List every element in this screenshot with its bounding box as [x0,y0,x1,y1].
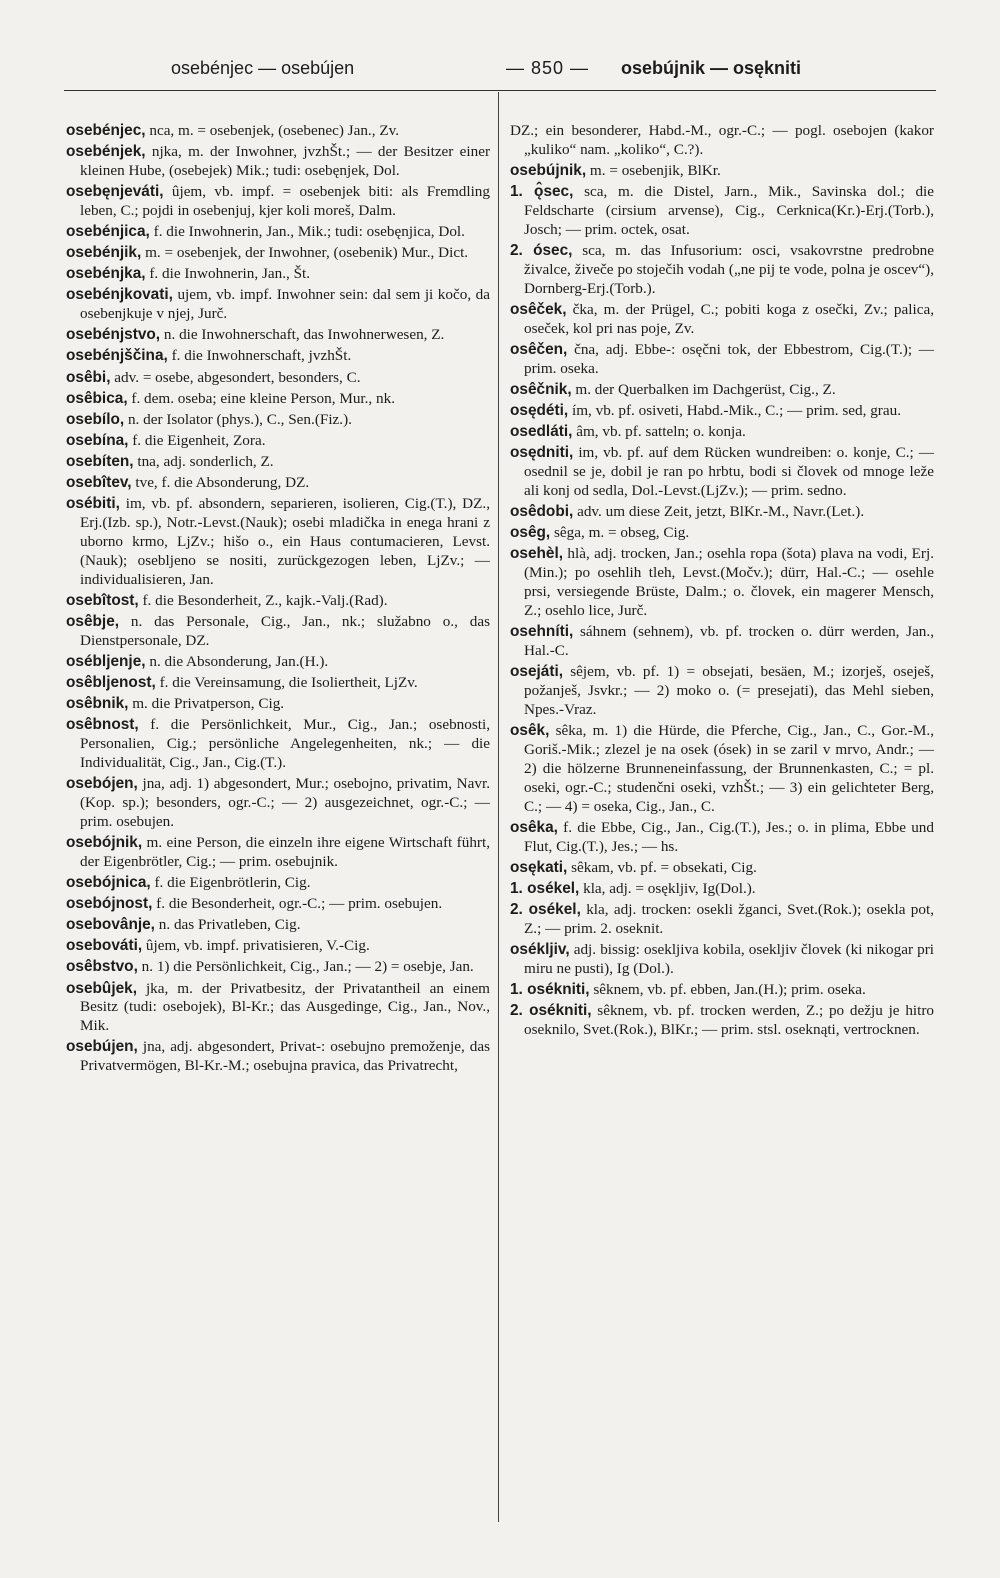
entry-definition: sêknem, vb. pf. trocken werden, Z.; po dežju je hitro oseknilo, Svet.(Rok.), BlKr.; — prim. stsl. oseknąti, vertrocknen. [524,1002,934,1038]
entry-definition: adv. um diese Zeit, jetzt, BlKr.-M., Navr.(Let.). [573,503,865,521]
dictionary-entry [510,819,934,857]
dictionary-entry [510,183,934,240]
dictionary-entry [510,381,934,400]
dictionary-entry [510,901,934,939]
entry-definition: f. die Vereinsamung, die Isoliertheit, LjZv. [155,674,418,692]
dictionary-entry [66,613,490,651]
entry-definition: jna, adj. 1) abgesondert, Mur.; osebojno, privatim, Navr.(Kop. sp.); besonders, ogr.-C.; — 2) ausgezeichnet, ogr.-C.; — prim. osebujen. [80,775,490,830]
entry-definition: adj. bissig: osekljiva kobila, osekljiv človek (ki nikogar pri miru ne pusti), Ig (Dol.). [524,940,934,977]
entry-definition: sêknem, vb. pf. ebben, Jan.(H.); prim. oseka. [589,980,866,998]
running-header [66,52,934,88]
dictionary-entry [66,223,490,242]
dictionary-entry [510,1002,934,1040]
entry-definition: n. 1) die Persönlichkeit, Cig., Jan.; — 2) = osebje, Jan. [137,958,474,976]
dictionary-entry [510,503,934,522]
entry-headword: osehèl, [510,545,564,563]
entry-headword: osebénjica, [66,223,150,241]
entry-definition: sca, m. das Infusorium: osci, vsakovrstne predrobne živalce, živeče po stoječih vodah („ne pij te vode, polna je oscev“), Dornberg-Erj.(Torb.). [524,242,934,297]
entry-definition: f. die Inwohnerschaft, jvzhŠt. [167,347,352,365]
entry-headword: osêček, [510,300,567,318]
entry-headword: 1. ǫ̂sec, [510,183,574,201]
dictionary-entry [510,524,934,543]
right-column [510,122,934,1042]
dictionary-entry [66,411,490,430]
left-column [66,122,490,1078]
dictionary-entry [66,122,490,141]
entry-headword: osêka, [510,818,558,836]
entry-headword: osêbnost, [66,716,139,734]
dictionary-entry [510,423,934,442]
entry-headword: osébiti, [66,495,120,513]
entry-definition: m. der Querbalken im Dachgerüst, Cig., Z. [571,380,836,398]
entry-headword: osêbi, [66,368,111,386]
entry-definition: f. die Persönlichkeit, Mur., Cig., Jan.; osebnosti, Personalien, Cig.; persönliche Angelegenheiten, nk.; — die Individualität, Cig., Jan., Cig.(T.). [80,716,490,772]
entry-definition: ujem, vb. impf. Inwohner sein: dal sem ji kočo, da osebenjkuje v njej, Jurč. [80,286,490,323]
entry-headword: osêbje, [66,612,120,630]
dictionary-entry [510,663,934,720]
dictionary-entry [510,341,934,379]
dictionary-entry [510,402,934,421]
dictionary-entry [66,592,490,611]
entry-headword: osébljenje, [66,652,146,670]
entry-headword: osebénjkovati, [66,286,173,304]
dictionary-entry [66,958,490,977]
dictionary-entry [66,326,490,345]
entry-headword: osebílo, [66,410,125,428]
entry-definition: čka, m. der Prügel, C.; pobiti koga z osečki, Zv.; palica, oseček, kol pri nas poje, Zv. [524,300,934,337]
entry-headword: osêbnik, [66,695,129,713]
entry-definition: f. die Inwohnerin, Jan., Mik.; tudi: osebęnjica, Dol. [149,223,465,241]
entry-definition: sca, m. die Distel, Jarn., Mik., Savinska dol.; die Feldscharte (cirsium arvense), Cig., Cerknica(Kr.)-Erj.(Torb.), Josch; — prim. octek, osat. [524,183,934,238]
dictionary-entry [66,695,490,714]
entry-headword: osêbstvo, [66,958,138,976]
entry-definition: sêka, m. 1) die Hürde, die Pferche, Cig., Jan., C., Gor.-M., Goriš.-Mik.; zlezel je na osek (ósek) in se zaril v mrvo, Andr.; — 2) die hölzerne Brunneneinfassung, der Brunnenkasten, C.; = pl. oseki, ogr.-C.; studenčni oseki, vzhŠt.; — 3) ein gelichteter Berg, C.; — 4) = oseka, Cig., Jan., C. [524,722,934,815]
dictionary-entry [66,674,490,693]
entry-definition: ûjem, vb. impf. = osebenjek biti: als Fremdling leben, C.; pojdi in osebenjuj, kjer koli moreš, Dalm. [80,183,490,219]
entry-definition: sêga, m. = obseg, Cig. [550,524,690,542]
header-right-guideword: osebújnik — osękniti [621,58,802,78]
entry-definition: n. das Privatleben, Cig. [154,916,301,934]
entry-definition: f. die Eigenbrötlerin, Cig. [150,874,311,892]
entry-definition: im, vb. pf. absondern, separieren, isolieren, Cig.(T.), DZ., Erj.(Izb. sp.), Notr.-Levst.(Nauk); osebi mladička in enega hrani z uborno krmo, LjZv.; hišo o., ein Haus contumacieren, Levst.(Nauk); osebljeno se nositi, zurückgezogen leben, LjZv.; — individualisieren, Jan. [80,495,490,588]
entry-headword: osebovânje, [66,916,155,934]
entry-definition: tna, adj. sonderlich, Z. [133,452,274,470]
dictionary-entry [510,162,934,181]
entry-headword: 2. ósec, [510,242,573,259]
entry-definition: n. das Personale, Cig., Jan., nk.; služabno o., das Dienstpersonale, DZ. [80,612,490,649]
dictionary-entry [66,937,490,956]
entry-definition: jka, m. der Privatbesitz, der Privatantheil an einem Besitz (tudi: osebojek), Bl-Kr.; das Ausgedinge, Cig., Jan., Nov., Mik. [80,979,490,1035]
entry-definition: m. = osebenjek, der Inwohner, (osebenik) Mur., Dict. [141,244,469,262]
dictionary-entry [66,874,490,893]
dictionary-entry [66,495,490,590]
dictionary-entry [66,265,490,284]
entry-headword: osejáti, [510,663,564,681]
entry-headword: osedláti, [510,423,573,441]
header-left-guideword: osebénjec — osebújen [171,58,355,78]
dictionary-entry [66,369,490,388]
dictionary-entry [66,834,490,872]
entry-definition: f. die Besonderheit, Z., kajk.-Valj.(Rad). [138,591,388,609]
entry-definition: n. der Isolator (phys.), C., Sen.(Fiz.). [124,410,352,428]
entry-headword: osebénjka, [66,265,146,283]
entry-headword: osêbica, [66,389,128,407]
entry-definition: DZ.; ein besonderer, Habd.-M., ogr.-C.; — pogl. osebojen (kakor „kuliko“ nam. „koliko“, C.?). [510,122,934,158]
entry-headword: 2. osékniti, [510,1002,592,1019]
entry-headword: osebęnjeváti, [66,183,164,201]
entry-headword: osękati, [510,858,568,876]
entry-headword: osebîtev, [66,474,132,492]
entry-definition: f. dem. oseba; eine kleine Person, Mur., nk. [127,389,396,407]
entry-headword: osêdobi, [510,503,574,521]
entry-headword: osêčnik, [510,380,572,398]
entry-definition: âm, vb. pf. satteln; o. konja. [572,423,746,441]
entry-definition: n. die Absonderung, Jan.(H.). [145,652,329,670]
entry-definition: ím, vb. pf. osiveti, Habd.-Mik., C.; — prim. sed, grau. [568,402,901,419]
dictionary-entry [66,453,490,472]
dictionary-entry [66,474,490,493]
dictionary-entry [66,286,490,324]
entry-definition: hlà, adj. trocken, Jan.; osehla ropa (šota) plava na vodi, Erj.(Min.); po osehlih tleh, Levst.(Močv.); dürr, Hal.-C.; — osehle prsi, versiegende Brüste, Dalm.; o. človek, ein magerer Mensch, Z.; osehlo lice, Jurč. [524,545,934,619]
dictionary-entry [66,244,490,263]
dictionary-entry [510,122,934,160]
entry-headword: osebénjec, [66,122,146,139]
entry-headword: osebénjik, [66,244,142,262]
dictionary-entry [510,545,934,621]
entry-headword: osebójnica, [66,874,151,892]
dictionary-entry [510,301,934,339]
dictionary-entry [66,432,490,451]
entry-headword: osebováti, [66,937,143,955]
entry-headword: osebójen, [66,775,138,793]
entry-headword: osebójnik, [66,834,143,852]
entry-headword: osêbljenost, [66,674,156,692]
entry-definition: čna, adj. Ebbe-: osęčni tok, der Ebbestrom, Cig.(T.); — prim. oseka. [524,340,934,377]
entry-headword: osędéti, [510,402,569,419]
entry-headword: osêčen, [510,340,568,358]
dictionary-entry [66,716,490,773]
dictionary-entry [66,390,490,409]
entry-headword: osêk, [510,722,550,739]
entry-definition: m. = osebenjik, BlKr. [586,162,721,179]
dictionary-entry [66,980,490,1037]
entry-headword: osebíten, [66,452,134,470]
entry-headword: 1. osékniti, [510,980,590,998]
entry-definition: tve, f. die Absonderung, DZ. [131,474,310,492]
dictionary-entry [66,895,490,914]
entry-definition: sáhnem (sehnem), vb. pf. trocken o. dürr werden, Jan., Hal.-C. [524,623,934,659]
dictionary-entry [66,347,490,366]
entry-headword: osebûjek, [66,979,137,997]
header-rule [64,90,936,91]
entry-headword: osebénjstvo, [66,326,161,344]
entry-headword: osebújen, [66,1038,138,1056]
entry-headword: 2. osékel, [510,900,581,918]
dictionary-entry [510,623,934,661]
entry-headword: osebójnost, [66,895,153,913]
entry-headword: 1. osékel, [510,879,580,897]
entry-definition: n. die Inwohnerschaft, das Inwohnerwesen, Z. [160,326,445,344]
entry-definition: im, vb. pf. auf dem Rücken wundreiben: o. konje, C.; — osednil se je, dobil je ran po hrbtu, bodi si človek od mnoge leže ali konj od sedla, Dol.-Levst.(LjZv.); — prim. sedno. [524,444,934,499]
entry-headword: osędniti, [510,444,574,462]
entry-headword: osebénjščina, [66,347,168,365]
entry-headword: osebîtost, [66,591,139,609]
dictionary-entry [66,143,490,181]
dictionary-entry [510,242,934,299]
entry-definition: kla, adj. trocken: osekli žganci, Svet.(Rok.); osekla pot, Z.; — prim. 2. oseknit. [524,900,934,937]
entry-definition: kla, adj. = osękljiv, Ig(Dol.). [579,879,756,897]
dictionary-entry [66,1038,490,1076]
entry-headword: osebújnik, [510,162,587,179]
page-number: — 850 — [506,58,590,78]
dictionary-entry [510,859,934,878]
entry-definition: sêkam, vb. pf. = obsekati, Cig. [567,858,757,876]
entry-definition: f. die Ebbe, Cig., Jan., Cig.(T.), Jes.; o. in plima, Ebbe und Flut, Cig.(T.), Jes.; — hs. [524,818,934,855]
entry-definition: njka, m. der Inwohner, jvzhŠt.; — der Besitzer einer kleinen Hube, (osebejek) Mik.; tudi: osebęnjek, Dol. [80,143,490,179]
entry-headword: osebína, [66,431,129,449]
dictionary-entry [66,775,490,832]
entry-definition: ûjem, vb. impf. privatisieren, V.-Cig. [142,937,370,955]
entry-headword: osêg, [510,524,551,542]
entry-definition: sêjem, vb. pf. 1) = obsejati, besäen, M.; izorješ, oseješ, požanješ, Jsvkr.; — 2) moko o. (= presejati), das Mehl sieben, Npes.-Vraz. [524,663,934,718]
entry-definition: nca, m. = osebenjek, (osebenec) Jan., Zv. [145,122,400,139]
entry-definition: m. die Privatperson, Cig. [128,695,285,713]
entry-definition: jna, adj. abgesondert, Privat-: osebujno premoženje, das Privatvermögen, Bl-Kr.-M.; osebujna pravica, das Privatrecht, [80,1038,490,1075]
entry-definition: f. die Besonderheit, ogr.-C.; — prim. osebujen. [152,895,443,913]
dictionary-entry [510,981,934,1000]
column-divider [498,92,499,1522]
dictionary-entry [66,916,490,935]
dictionary-entry [510,941,934,979]
dictionary-entry [510,444,934,501]
entry-definition: f. die Eigenheit, Zora. [128,431,266,449]
entry-headword: osékljiv, [510,940,570,958]
dictionary-entry [66,183,490,221]
entry-headword: osehníti, [510,623,574,641]
dictionary-entry [510,880,934,899]
entry-definition: f. die Inwohnerin, Jan., Št. [145,265,311,283]
entry-definition: m. eine Person, die einzeln ihre eigene Wirtschaft führt, der Eigenbrötler, Cig.; — prim. osebujnik. [80,834,490,870]
dictionary-entry [66,653,490,672]
entry-headword: osebénjek, [66,143,146,161]
entry-definition: adv. = osebe, abgesondert, besonders, C. [110,368,361,386]
dictionary-entry [510,722,934,817]
